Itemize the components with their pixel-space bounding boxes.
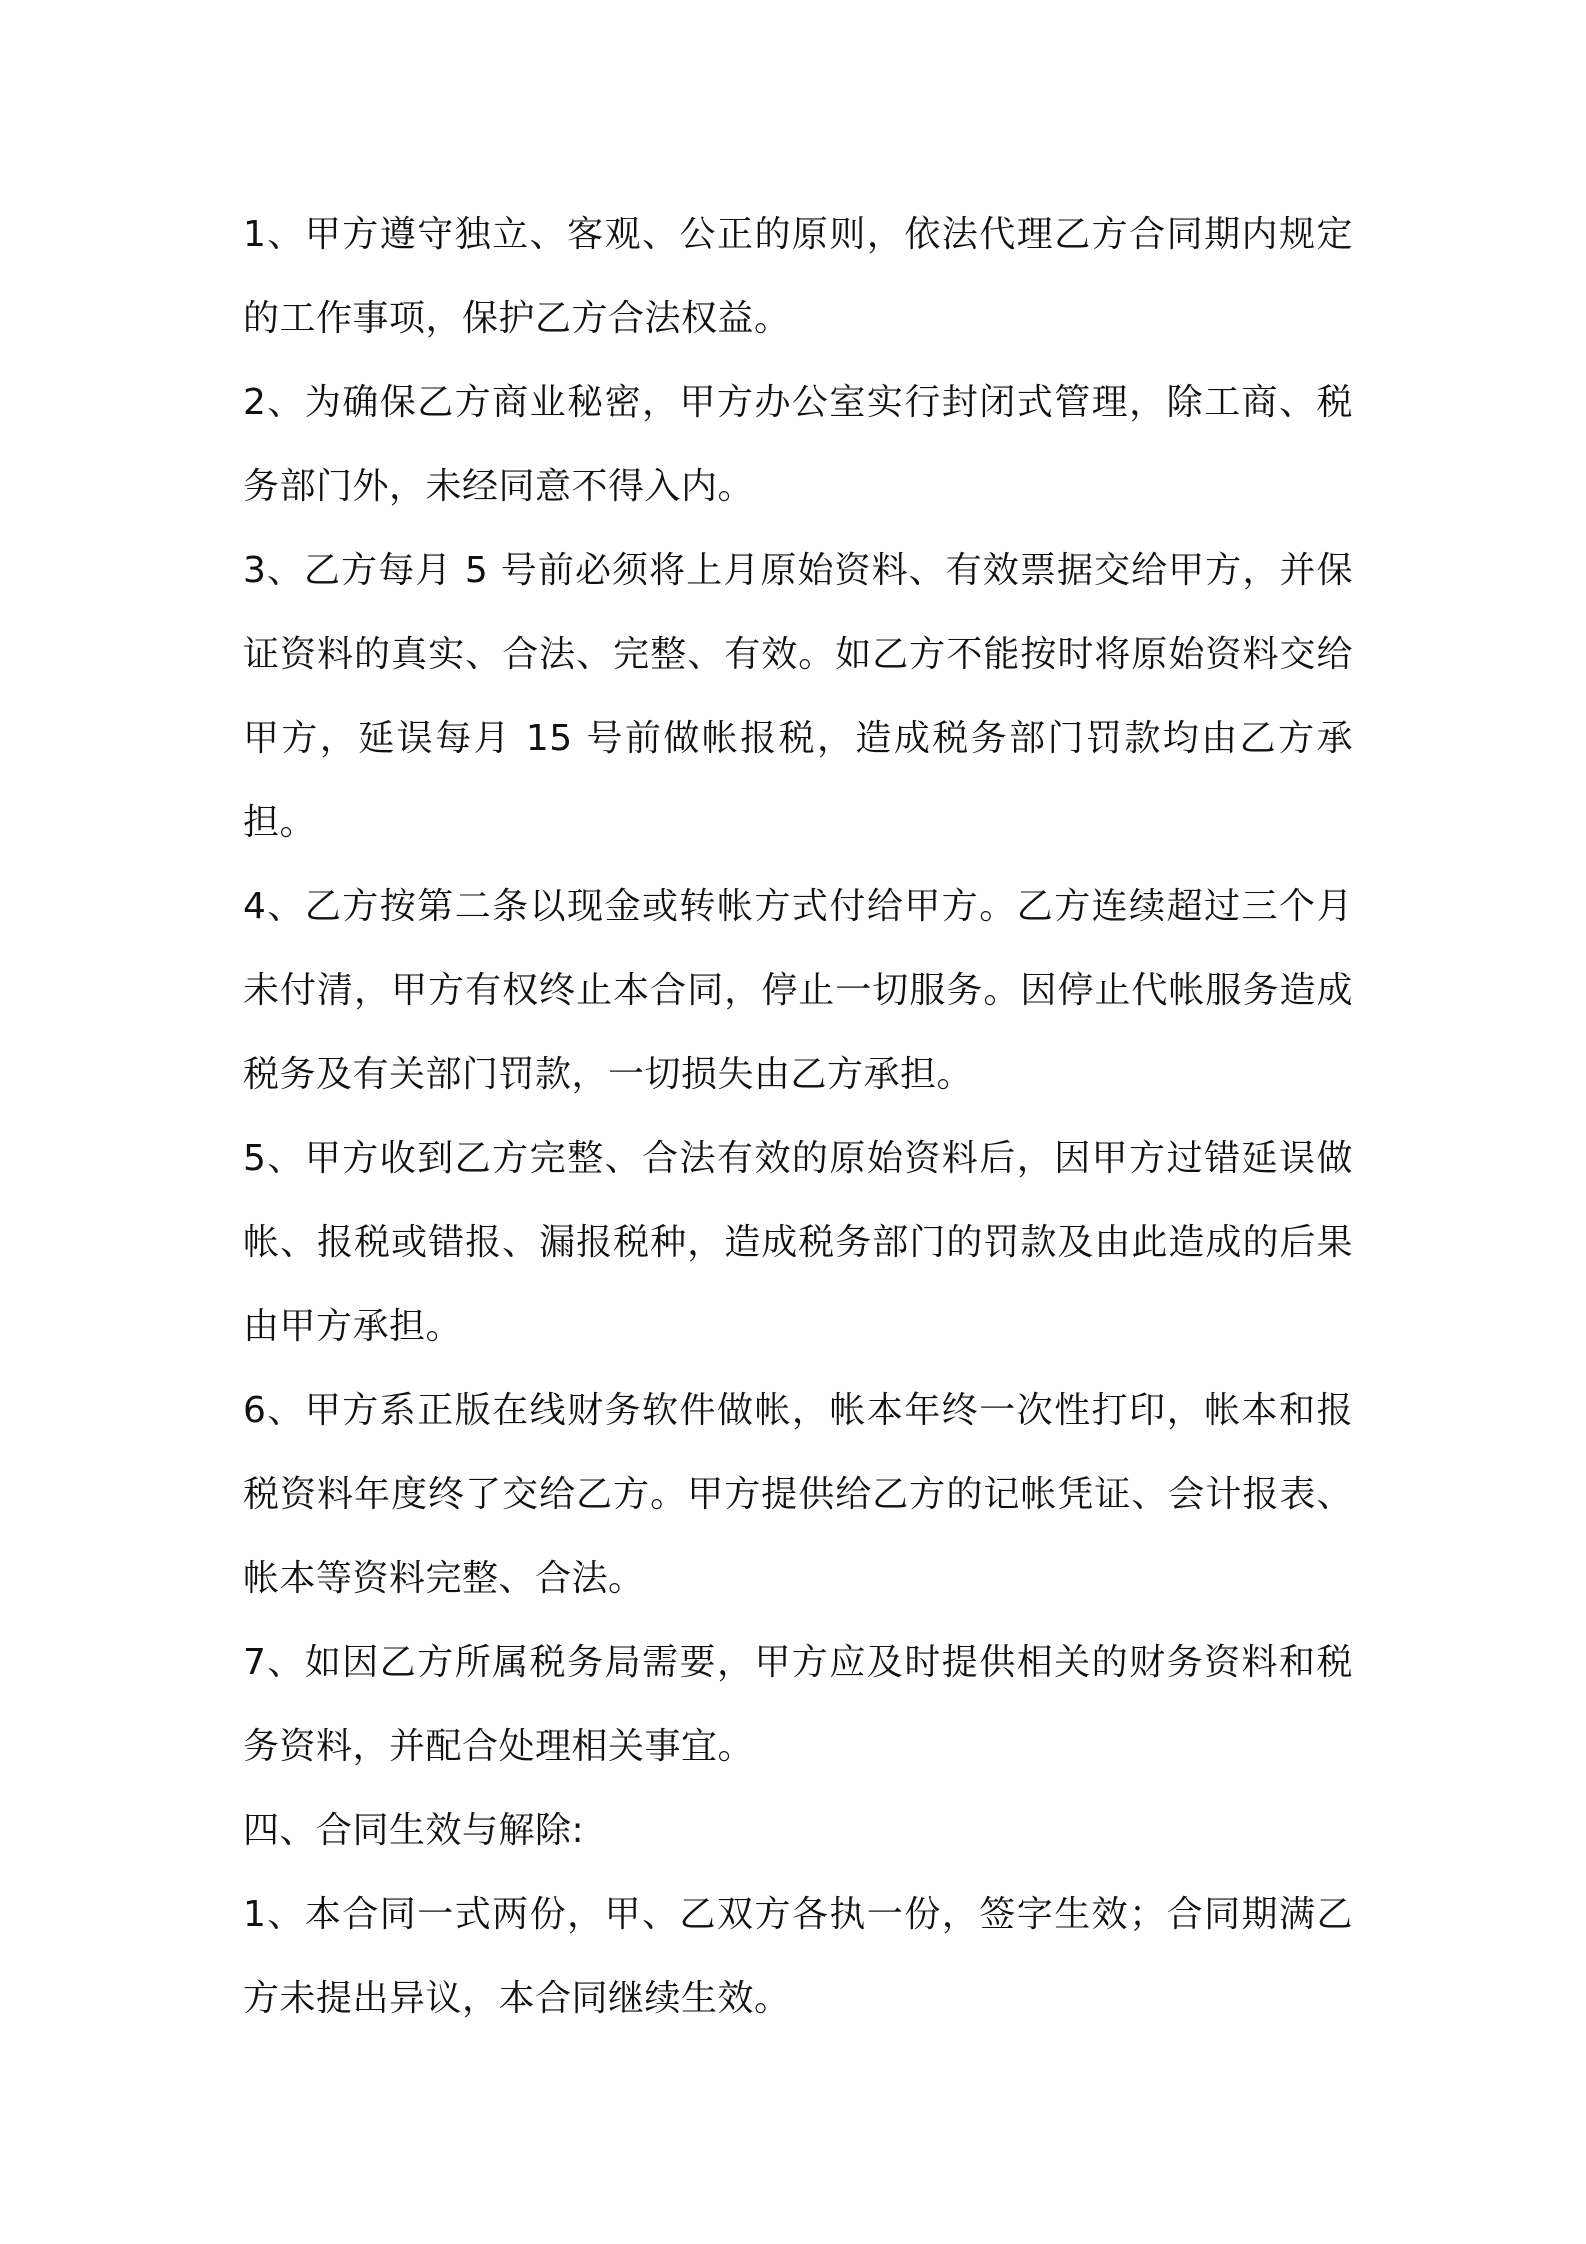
clause-paragraph: 6、甲方系正版在线财务软件做帐，帐本年终一次性打印，帐本和报税资料年度终了交给乙方。甲方提供给乙方的记帐凭证、会计报表、帐本等资料完整、合法。 <box>243 1390 1353 1599</box>
clause-paragraph: 5、甲方收到乙方完整、合法有效的原始资料后，因甲方过错延误做帐、报税或错报、漏报税种，造成税务部门的罚款及由此造成的后果由甲方承担。 <box>243 1138 1353 1347</box>
clause-paragraph: 2、为确保乙方商业秘密，甲方办公室实行封闭式管理，除工商、税务部门外，未经同意不得入内。 <box>243 382 1353 507</box>
clause-paragraph: 7、如因乙方所属税务局需要，甲方应及时提供相关的财务资料和税务资料，并配合处理相关事宜。 <box>243 1642 1353 1767</box>
clause-paragraph: 1、甲方遵守独立、客观、公正的原则，依法代理乙方合同期内规定的工作事项，保护乙方合法权益。 <box>243 214 1353 339</box>
clause-paragraph: 3、乙方每月 5 号前必须将上月原始资料、有效票据交给甲方，并保证资料的真实、合法、完整、有效。如乙方不能按时将原始资料交给甲方，延误每月 15 号前做帐报税，造成税务部门罚款均由乙方承担。 <box>243 550 1353 843</box>
clause-paragraph: 1、本合同一式两份，甲、乙双方各执一份，签字生效；合同期满乙方未提出异议，本合同继续生效。 <box>243 1894 1353 2019</box>
section-heading: 四、合同生效与解除: <box>243 1810 585 1851</box>
document-body <box>243 193 1353 2041</box>
clause-paragraph: 4、乙方按第二条以现金或转帐方式付给甲方。乙方连续超过三个月未付清，甲方有权终止本合同，停止一切服务。因停止代帐服务造成税务及有关部门罚款，一切损失由乙方承担。 <box>243 886 1353 1095</box>
